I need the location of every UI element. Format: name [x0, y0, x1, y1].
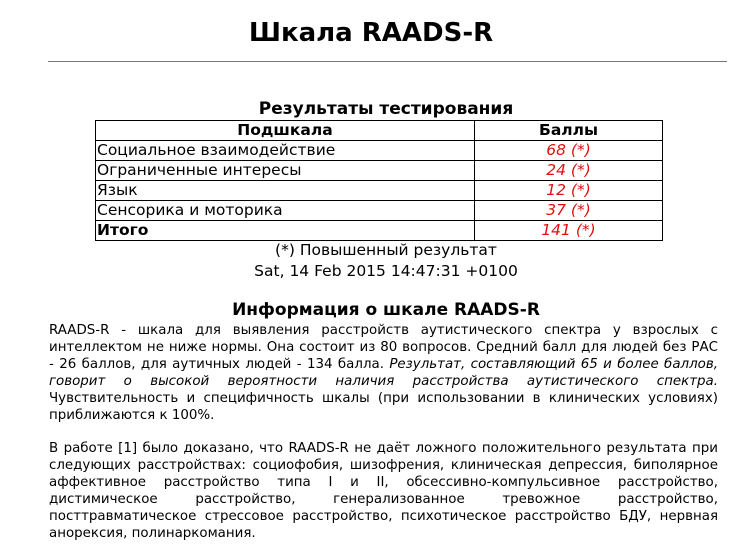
subscale-score: 68 (*) — [475, 141, 663, 161]
column-header-subscale: Подшкала — [96, 121, 475, 141]
title-divider — [48, 61, 727, 62]
subscale-name: Язык — [96, 181, 475, 201]
results-table — [95, 120, 663, 241]
subscale-name: Ограниченные интересы — [96, 161, 475, 181]
total-score: 141 (*) — [475, 221, 663, 241]
table-row — [96, 181, 663, 201]
page-title: Шкала RAADS-R — [248, 18, 494, 48]
subscale-score: 37 (*) — [475, 201, 663, 221]
table-row — [96, 161, 663, 181]
subscale-score: 24 (*) — [475, 161, 663, 181]
info-paragraph-1 — [49, 322, 718, 424]
subscale-score: 12 (*) — [475, 181, 663, 201]
info-p1-emphasis: Результат, составляющий 65 и более баллов, говорит о высокой вероятности наличия расстройства аутистического спектра. — [49, 357, 718, 389]
table-row — [96, 141, 663, 161]
subscale-name: Сенсорика и моторика — [96, 201, 475, 221]
column-header-score: Баллы — [475, 121, 663, 141]
info-heading: Информация о шкале RAADS-R — [232, 300, 540, 320]
total-label: Итого — [96, 221, 475, 241]
info-paragraph-2: В работе [1] было доказано, что RAADS-R не даёт ложного положительного результата при следующих расстройствах: социофобия, шизофрения, клиническая депрессия, биполярное аффективное расстройство типа I и II, обсессивно-компульсивное расстройство, дистимическое расстройство, генерализованное тревожное расстройство, посттравматическое стрессовое расстройство, психотическое расстройство БДУ, нервная анорексия, полинаркомания. — [49, 441, 718, 541]
test-date: Sat, 14 Feb 2015 14:47:31 +0100 — [254, 262, 518, 280]
table-header-row — [96, 121, 663, 141]
subscale-name: Социальное взаимодействие — [96, 141, 475, 161]
results-heading: Результаты тестирования — [258, 99, 514, 119]
table-total-row — [96, 221, 663, 241]
info-p1-tail: Чувствительность и специфичность шкалы (при использовании в клинических условиях) приближаются к 100%. — [49, 391, 718, 423]
info-p1-text: RAADS-R - шкала для выявления расстройств аутистического спектра у взрослых с интеллектом не ниже нормы. Она состоит из 80 вопросов. Средний балл для людей без РАС - 26 баллов, для аутичных людей - 134 балла. — [49, 323, 718, 372]
elevated-result-note: (*) Повышенный результат — [275, 241, 497, 259]
table-row — [96, 201, 663, 221]
